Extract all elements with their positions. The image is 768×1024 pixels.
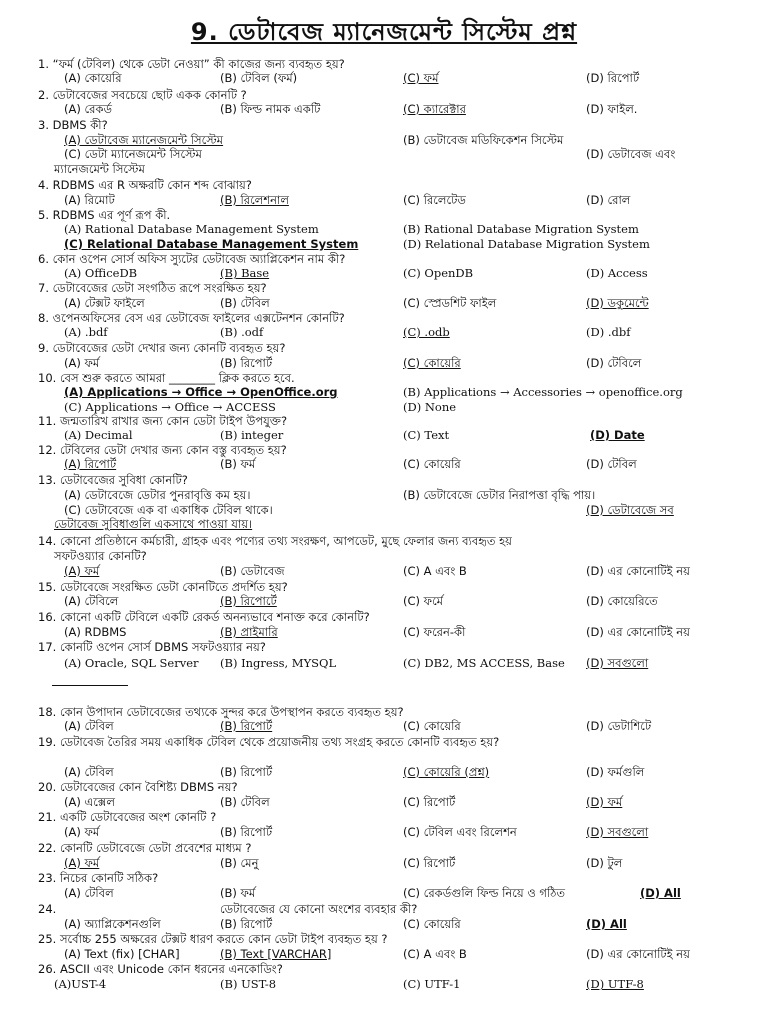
option-d: (D) টেবিলে [586, 356, 642, 370]
option-a: (A) ফর্ম [64, 825, 100, 839]
option-a: (A) টেবিল [64, 765, 114, 779]
options-6 [0, 266, 768, 281]
option-d: (D) Date [590, 428, 645, 442]
options-18 [0, 719, 768, 734]
option-b: (B) ডেটাবেজে ডেটার নিরাপত্তা বৃদ্ধি পায়। [403, 488, 596, 502]
options-3a [0, 133, 768, 148]
options-12 [0, 457, 768, 472]
option-c: (C) A এবং B [403, 564, 467, 578]
option-c: (C) Applications → Office → ACCESS [64, 400, 276, 414]
option-c: (C) রিলেটেড [403, 193, 466, 207]
options-5a [0, 222, 768, 237]
options-20 [0, 795, 768, 810]
option-a: (A) Oracle, SQL Server [64, 656, 199, 670]
option-d: (D) ফাইল. [586, 102, 638, 116]
option-c: (C) টেবিল এবং রিলেশন [403, 825, 517, 839]
option-b: (B) রিলেশনাল [220, 193, 289, 207]
option-d: (D) এর কোনোটিই নয় [586, 947, 690, 961]
question-14: 14. কোনো প্রতিষ্ঠানে কর্মচারী, গ্রাহক এবং পণ্যের তথ্য সংরক্ষণ, আপডেট, মুছে ফেলার জন্য ব্যবহৃত হয় [38, 534, 512, 548]
question-2: 2. ডেটাবেজের সবচেয়ে ছোট একক কোনটি ? [38, 88, 247, 102]
option-a: (A) রিমোট [64, 193, 115, 207]
options-14 [0, 564, 768, 579]
option-b: (B) Ingress, MYSQL [220, 656, 337, 670]
option-d: (D) ডেটাশিটে [586, 719, 652, 733]
option-d: (D) ফর্ম [586, 795, 623, 809]
option-c: (C) OpenDB [403, 266, 474, 280]
option-b: (B) রিপোর্ট [220, 356, 273, 370]
option-c: (C) ফর্মে [403, 594, 444, 608]
options-4 [0, 193, 768, 208]
option-a: (A) ডেটাবেজে ডেটার পুনরাবৃত্তি কম হয়। [64, 488, 251, 502]
options-25 [0, 947, 768, 962]
option-d: (D) টুল [586, 856, 623, 870]
question-12: 12. টেবিলের ডেটা দেখার জন্য কোন বস্তু ব্যবহৃত হয়? [38, 443, 287, 457]
option-c: (C) রিপোর্ট [403, 795, 456, 809]
option-c: (C) কোয়েরি [403, 356, 461, 370]
option-b: (B) রিপোর্ট [220, 825, 273, 839]
option-b: (B) Base [220, 266, 270, 280]
option-b: (B) Rational Database Migration System [403, 222, 639, 236]
option-a: (A)UST-4 [54, 977, 107, 991]
option-d-label: (D) All [640, 886, 681, 900]
answer-line [52, 685, 128, 686]
option-c: (C) Relational Database Management System [64, 237, 359, 251]
question-1: 1. “ফর্ম (টেবিল) থেকে ডেটা নেওয়া” কী কাজের জন্য ব্যবহৃত হয়? [38, 57, 345, 71]
options-26 [0, 977, 768, 992]
option-c: (C) ক্যারেক্টার [403, 102, 466, 116]
option-c: (C) রিপোর্ট [403, 856, 456, 870]
option-d: (D) এর কোনোটিই নয় [586, 625, 690, 639]
option-d: (D) ডকুমেন্টে [586, 296, 649, 310]
option-d: (D) এর কোনোটিই নয় [586, 564, 690, 578]
option-c: (C) ডেটাবেজে এক বা একাধিক টেবিল থাকে। [64, 503, 273, 517]
question-16: 16. কোনো একটি টেবিলে একটি রেকর্ড অনন্যভাবে শনাক্ত করে কোনটি? [38, 610, 370, 624]
options-23 [0, 886, 768, 901]
option-b: (B) মেনু [220, 856, 259, 870]
option-b: (B) টেবিল [220, 296, 270, 310]
question-17: 17. কোনটি ওপেন সোর্স DBMS সফটওয়্যার নয়? [38, 640, 266, 654]
option-a: (A) OfficeDB [64, 266, 138, 280]
option-a: (A) রিপোর্ট [64, 457, 117, 471]
options-2 [0, 102, 768, 117]
option-a: (A) Rational Database Management System [64, 222, 319, 236]
option-a: (A) ফর্ম [64, 856, 100, 870]
option-c: (C) রেকর্ডগুলি ফিল্ড নিয়ে ও গঠিত [403, 886, 566, 900]
option-d [640, 886, 681, 900]
question-11: 11. জন্মতারিখ রাখার জন্য কোন ডেটা টাইপ উপযুক্ত? [38, 414, 288, 428]
options-16 [0, 625, 768, 640]
option-d: (D) সবগুলো [586, 656, 649, 670]
option-c: (C) কোয়েরি [403, 917, 461, 931]
option-b: (B) টেবিল (ফর্ম) [220, 71, 298, 85]
options-5b [0, 237, 768, 252]
option-d-continued: ম্যানেজমেন্ট সিস্টেম [54, 162, 145, 176]
option-b: (B) Text [VARCHAR] [220, 947, 332, 961]
question-10: 10. বেস শুরু করতে আমরা ________ ক্লিক করতে হবে. [38, 371, 295, 385]
question-7: 7. ডেটাবেজের ডেটা সংগঠিত রূপে সংরক্ষিত হয়? [38, 281, 267, 295]
option-b: (B) ফর্ম [220, 886, 256, 900]
option-d: (D) রিপোর্ট [586, 71, 640, 85]
options-8 [0, 325, 768, 340]
option-d: (D) সবগুলো [586, 825, 649, 839]
option-d: (D) কোয়েরিতে [586, 594, 658, 608]
question-13: 13. ডেটাবেজের সুবিধা কোনটি? [38, 473, 188, 487]
options-13b [0, 503, 768, 518]
option-d: (D) Access [586, 266, 648, 280]
question-26: 26. ASCII এবং Unicode কোন ধরনের এনকোডিং? [38, 962, 283, 976]
option-b: (B) ডেটাবেজ [220, 564, 285, 578]
options-13a [0, 488, 768, 503]
option-a: (A) রেকর্ড [64, 102, 112, 116]
option-c: (C) A এবং B [403, 947, 467, 961]
option-b: (B) টেবিল [220, 795, 270, 809]
option-d: (D) রোল [586, 193, 631, 207]
question-23: 23. নিচের কোনটি সঠিক? [38, 871, 159, 885]
option-b: (B) প্রাইমারি [220, 625, 278, 639]
option-a: (A) Decimal [64, 428, 133, 442]
option-c: (C) DB2, MS ACCESS, Base [403, 656, 565, 670]
options-24 [0, 917, 768, 932]
options-9 [0, 356, 768, 371]
question-5: 5. RDBMS এর পূর্ণ রূপ কী. [38, 208, 171, 222]
option-d: (D) Relational Database Migration System [403, 237, 650, 251]
option-c: (C) ফর্ম [403, 71, 439, 85]
option-b: (B) UST-8 [220, 977, 277, 991]
options-10b [0, 400, 768, 415]
options-3b [0, 147, 768, 162]
option-a: (A) অ্যাপ্লিকেশনগুলি [64, 917, 161, 931]
option-a: (A) ফর্ম [64, 356, 100, 370]
option-b: (B) Applications → Accessories → openoffice.org [403, 385, 683, 399]
option-a: (A) টেবিল [64, 886, 114, 900]
options-1 [0, 71, 768, 86]
option-c: (C) কোয়েরি [403, 719, 461, 733]
question-19: 19. ডেটাবেজ তৈরির সময় একাধিক টেবিল থেকে প্রয়োজনীয় তথ্য সংগ্রহ করতে কোনটি ব্যবহৃত হয়? [38, 735, 500, 749]
question-8: 8. ওপেনঅফিসের বেস এর ডেটাবেজ ফাইলের এক্সটেনশন কোনটি? [38, 311, 345, 325]
question-6: 6. কোন ওপেন সোর্স অফিস স্যুটের ডেটাবেজ অ্যাপ্লিকেশন নাম কী? [38, 252, 346, 266]
option-a: (A) .bdf [64, 325, 108, 339]
options-22 [0, 856, 768, 871]
options-17 [0, 656, 768, 671]
option-a: (A) RDBMS [64, 625, 127, 639]
option-c: (C) UTF-1 [403, 977, 461, 991]
option-a: (A) ডেটাবেজ ম্যানেজমেন্ট সিস্টেম [64, 133, 224, 147]
option-b: (B) ফর্ম [220, 457, 256, 471]
option-c: (C) কোয়েরি (প্রশ্ন) [403, 765, 490, 779]
options-15 [0, 594, 768, 609]
question-3: 3. DBMS কী? [38, 118, 108, 132]
question-9: 9. ডেটাবেজের ডেটা দেখার জন্য কোনটি ব্যবহৃত হয়? [38, 341, 286, 355]
option-d: (D) All [586, 917, 627, 931]
question-22: 22. কোনটি ডেটাবেজে ডেটা প্রবেশের মাধ্যম ? [38, 841, 252, 855]
option-c: (C) Text [403, 428, 450, 442]
option-b: (B) ফিল্ড নামক একটি [220, 102, 321, 116]
option-d: (D) ফর্মগুলি [586, 765, 645, 779]
option-b: (B) রিপোর্ট [220, 765, 273, 779]
option-d: (D) ডেটাবেজে সব [586, 503, 674, 517]
question-15: 15. ডেটাবেজে সংরক্ষিত ডেটা কোনটিতে প্রদর্শিত হয়? [38, 580, 288, 594]
question-25: 25. সর্বোচ্চ 255 অক্ষরের টেক্সট ধারণ করতে কোন ডেটা টাইপ ব্যবহৃত হয় ? [38, 932, 388, 946]
question-24: 24. [38, 902, 57, 916]
options-7 [0, 296, 768, 311]
option-a: (A) এক্সেল [64, 795, 115, 809]
option-a: (A) Applications → Office → OpenOffice.org [64, 385, 338, 399]
option-a: (A) টেবিল [64, 719, 114, 733]
option-a: (A) টেবিলে [64, 594, 119, 608]
option-c: (C) ডেটা ম্যানেজমেন্ট সিস্টেম [64, 147, 202, 161]
question-4: 4. RDBMS এর R অক্ষরটি কোন শব্দ বোঝায়? [38, 178, 252, 192]
options-10a [0, 385, 768, 400]
option-b: (B) .odf [220, 325, 264, 339]
question-20: 20. ডেটাবেজের কোন বৈশিষ্ট্য DBMS নয়? [38, 780, 238, 794]
page-title: 9. ডেটাবেজ ম্যানেজমেন্ট সিস্টেম প্রশ্ন [190, 18, 578, 46]
question-18: 18. কোন উপাদান ডেটাবেজের তথ্যকে সুন্দর করে উপস্থাপন করতে ব্যবহৃত হয়? [38, 705, 404, 719]
options-21 [0, 825, 768, 840]
option-b: (B) রিপোর্ট [220, 719, 273, 733]
option-b: (B) ডেটাবেজ মডিফিকেশন সিস্টেম [403, 133, 564, 147]
options-19 [0, 765, 768, 780]
option-d: (D) .dbf [586, 325, 631, 339]
option-c: (C) ফরেন-কী [403, 625, 466, 639]
question-24-body: ডেটাবেজের যে কোনো অংশের ব্যবহার কী? [220, 902, 418, 916]
option-d: (D) ডেটাবেজ এবং [586, 147, 676, 161]
option-a: (A) Text (fix) [CHAR] [64, 947, 180, 961]
option-b: (B) integer [220, 428, 284, 442]
option-c: (C) কোয়েরি [403, 457, 461, 471]
option-d: (D) টেবিল [586, 457, 637, 471]
option-d-continued: ডেটাবেজ সুবিধাগুলি একসাথে পাওয়া যায়। [54, 517, 253, 531]
option-a: (A) টেক্সট ফাইলে [64, 296, 145, 310]
option-c: (C) স্প্রেডশিট ফাইল [403, 296, 497, 310]
option-d: (D) None [403, 400, 457, 414]
option-a: (A) কোয়েরি [64, 71, 122, 85]
option-b: (B) রিপোর্টে [220, 594, 277, 608]
question-21: 21. একটি ডেটাবেজের অংশ কোনটি ? [38, 810, 217, 824]
option-b: (B) রিপোর্ট [220, 917, 273, 931]
options-11 [0, 428, 768, 443]
option-c: (C) .odb [403, 325, 450, 339]
question-14-continued: সফটওয়্যার কোনটি? [54, 549, 147, 563]
option-d: (D) UTF-8 [586, 977, 644, 991]
option-a: (A) ফর্ম [64, 564, 100, 578]
